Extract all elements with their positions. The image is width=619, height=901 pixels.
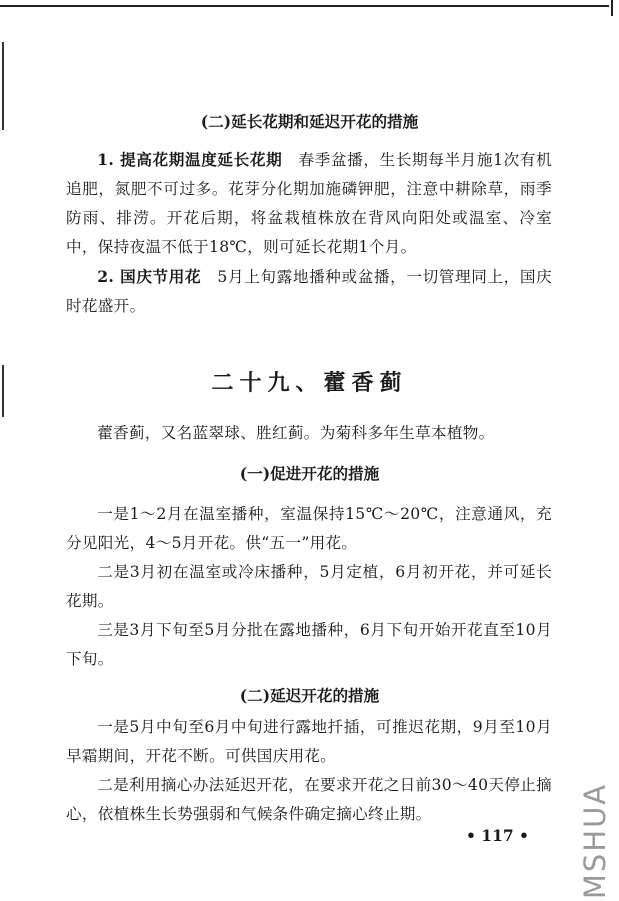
- page-number: • 117 •: [466, 826, 529, 845]
- section-heading: (二)延迟开花的措施: [239, 686, 380, 705]
- top-rule: [0, 5, 609, 7]
- paragraph: 三是3月下旬至5月分批在露地播种，6月下旬开始开花直至10月下旬。: [66, 621, 552, 668]
- paragraph: 一是1～2月在温室播种，室温保持15℃～20℃，注意通风，充分见阳光，4～5月开花。供“五一”用花。: [66, 505, 552, 552]
- watermark: [574, 782, 616, 900]
- chapter-title: 二十九、藿香蓟: [211, 370, 408, 396]
- chapter-intro: 藿香蓟，又名蓝翠球、胜红蓟。为菊科多年生草本植物。: [97, 424, 495, 442]
- section-heading: (一)促进开花的措施: [239, 464, 380, 483]
- section-heading: (二)延长花期和延迟开花的措施: [200, 112, 419, 131]
- watermark-text: MSHUA: [578, 782, 612, 900]
- chapter-intro-block: [66, 419, 552, 448]
- paragraph: 二是3月初在温室或冷床播种，5月定植，6月初开花，并可延长花期。: [66, 563, 552, 610]
- paragraph: 二是利用摘心办法延迟开花，在要求开花之日前30～40天停止摘心，依植株生长势强弱和气候条件确定摘心终止期。: [66, 776, 552, 823]
- paragraph-lead: 2. 国庆节用花: [97, 267, 202, 286]
- section2-body: [66, 500, 552, 674]
- paragraph-lead: 1. 提高花期温度延长花期: [97, 150, 283, 169]
- paragraph: [66, 145, 552, 262]
- paragraph-text: 春季盆播，生长期每半月施1次有机追肥，氮肥不可过多。花芽分化期加施磷钾肥，注意中耕除草，雨季防雨、排涝。开花后期，将盆栽植株放在背风向阳处或温室、冷室中，保持夜温不低于18℃，则可延长花期1个月。: [66, 151, 552, 256]
- paragraph-text: 5月上旬露地播种或盆播，一切管理同上，国庆时花盛开。: [66, 268, 553, 315]
- section1-body: [66, 145, 552, 321]
- corner-mark: [611, 0, 613, 16]
- section3-body: [66, 713, 552, 829]
- paragraph: 一是5月中旬至6月中旬进行露地扦插，可推迟花期，9月至10月早霜期间，开花不断。可供国庆用花。: [66, 718, 552, 765]
- paragraph: [66, 262, 552, 321]
